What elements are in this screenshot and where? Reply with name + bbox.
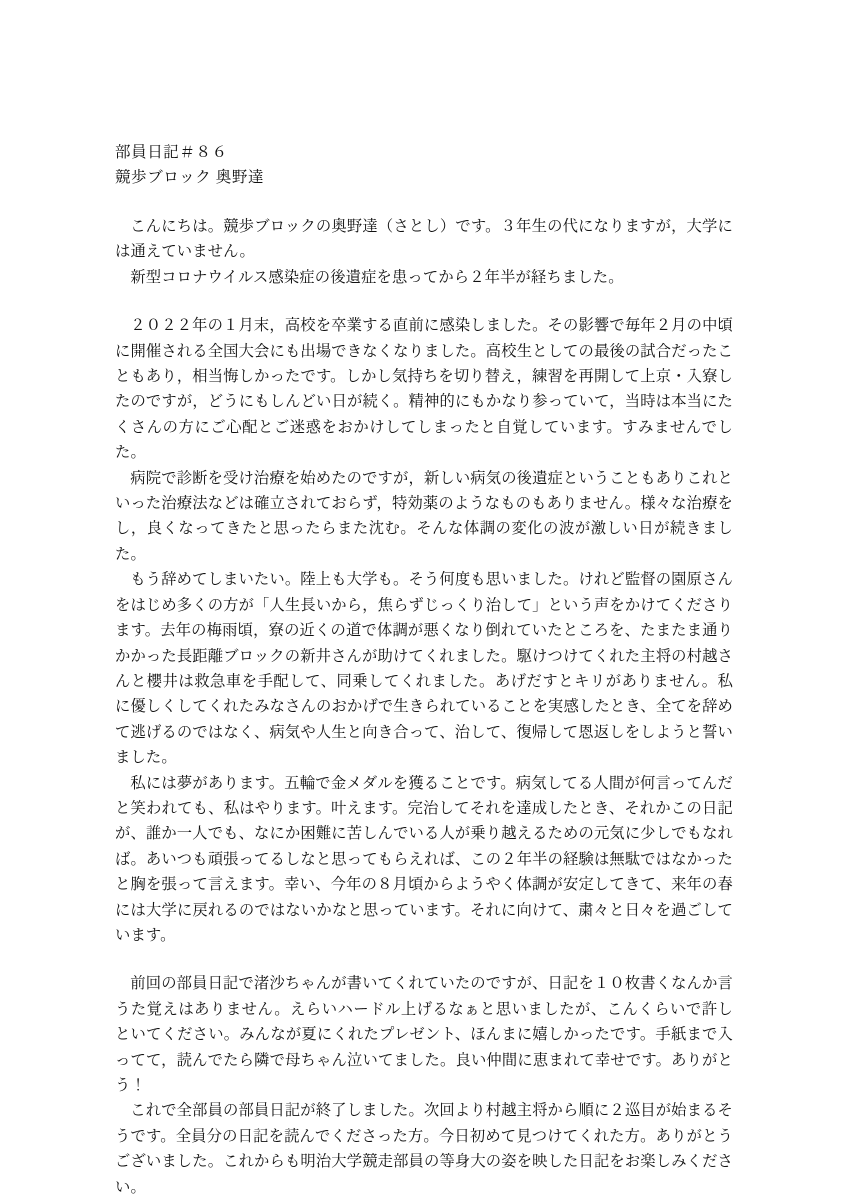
paragraph-block-main	[115, 313, 733, 948]
paragraph: これで全部員の部員日記が終了しました。次回より村越主将から順に２巡目が始まるそうです。全員分の日記を読んでくださった方。今日初めて見つけてくれた方。ありがとうございました。これからも明治大学競走部員の等身大の姿を映した日記をお楽しみください。	[115, 1102, 733, 1196]
paragraph: もう辞めてしまいたい。陸上も大学も。そう何度も思いました。けれど監督の園原さんをはじめ多くの方が「人生長いから，焦らずじっくり治して」という声をかけてくださります。去年の梅雨頃，寮の近くの道で体調が悪くなり倒れていたところを、たまたま通りかかった長距離ブロックの新井さんが助けてくれました。駆けつけてくれた主将の村越さんと櫻井は救急車を手配して、同乗してくれました。あげだすとキリがありません。私に優しくしてくれたみなさんのおかげで生きられていることを実感したとき、全てを辞めて逃げるのではなく、病気や人生と向き合って、治して、復帰して恩返しをしようと誓いました。	[115, 571, 733, 767]
paragraph: ２０２２年の１月末，高校を卒業する直前に感染しました。その影響で毎年２月の中頃に開催される全国大会にも出場できなくなりました。高校生としての最後の試合だったこともあり，相当悔しかったです。しかし気持ちを切り替え，練習を再開して上京・入寮したのですが，どうにもしんどい日が続く。精神的にもかなり参っていて，当時は本当にたくさんの方にご心配とご迷惑をおかけしてしまったと自覚しています。すみませんでした。	[115, 317, 733, 462]
paragraph: こんにちは。競歩ブロックの奥野達（さとし）です。３年生の代になりますが，大学には通えていません。	[115, 218, 733, 261]
paragraph: 前回の部員日記で渚沙ちゃんが書いてくれていたのですが、日記を１０枚書くなんか言うた覚えはありません。えらいハードル上げるなぁと思いましたが、こんくらいで許しといてください。みんなが夏にくれたプレゼント、ほんまに嬉しかったです。手紙まで入ってて，読んでたら隣で母ちゃん泣いてました。良い仲間に恵まれて幸せです。ありがとう！	[115, 975, 733, 1094]
document-body	[115, 214, 733, 1200]
paragraph-block-intro	[115, 214, 733, 290]
paragraph: 新型コロナウイルス感染症の後遺症を患ってから２年半が経ちました。	[130, 268, 624, 286]
diary-author: 競歩ブロック 奥野達	[115, 169, 265, 186]
document-header	[115, 140, 733, 190]
diary-title: 部員日記＃８６	[115, 144, 228, 161]
paragraph: 病院で診断を受け治療を始めたのですが，新しい病気の後遺症ということもありこれといった治療法などは確立されておらず，特効薬のようなものもありません。様々な治療をし，良くなってきたと思ったらまた沈む。そんな体調の変化の波が激しい日が続きました。	[115, 469, 733, 563]
paragraph-block-closing	[115, 971, 733, 1200]
paragraph: 私には夢があります。五輪で金メダルを獲ることです。病気してる人間が何言ってんだと笑われても、私はやります。叶えます。完治してそれを達成したとき、それかこの日記が、誰か一人でも、なにか困難に苦しんでいる人が乗り越えるための元気に少しでもなれば。あいつも頑張ってるしなと思ってもらえれば、この２年半の経験は無駄ではなかったと胸を張って言えます。幸い、今年の８月頃からようやく体調が安定してきて、来年の春には大学に戻れるのではないかなと思っています。それに向けて、粛々と日々を過ごしています。	[115, 774, 733, 944]
